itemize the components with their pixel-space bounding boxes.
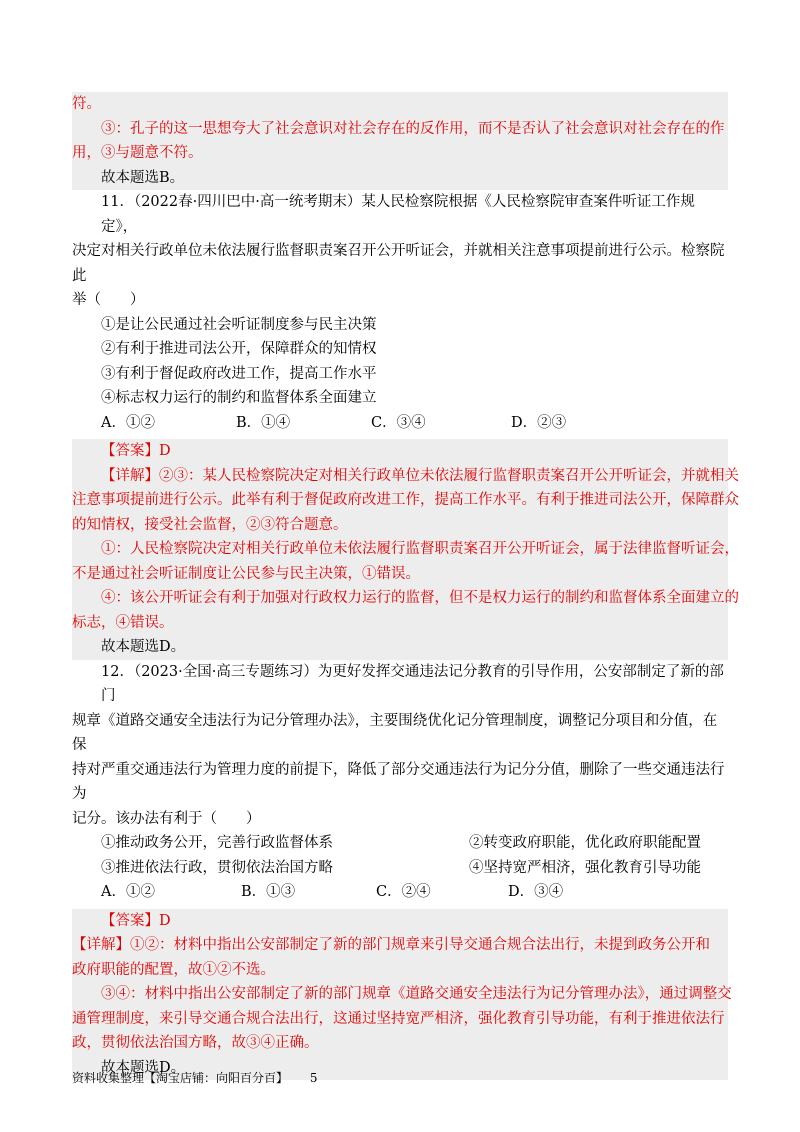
- choice-a: A．①②: [101, 414, 155, 431]
- statement-item: ①推动政务公开，完善行政监督体系: [101, 835, 333, 851]
- choice-a: A．①②: [101, 884, 155, 900]
- answer-block-12: [72, 909, 732, 1081]
- choice-options: [72, 411, 728, 436]
- page-footer: [72, 1069, 317, 1086]
- choice-b: B．①④: [236, 414, 291, 431]
- question-stem-line: 12．（2023·全国·高三专题练习）为更好发挥交通违法记分教育的引导作用，公安部制定了新的部门: [101, 663, 724, 704]
- analysis-conclusion: 故本题选D。: [101, 1059, 186, 1076]
- choice-d: D．②③: [511, 414, 567, 431]
- analysis-line: 政，贯彻依法治国方略，故③④正确。: [72, 1035, 319, 1051]
- page-number: 5: [309, 1071, 318, 1085]
- choice-c: C．②④: [376, 884, 431, 900]
- statement-item: ①是让公民通过社会听证制度参与民主决策: [101, 316, 377, 333]
- analysis-line: 不是通过社会听证制度让公民参与民主决策，①错误。: [72, 565, 420, 582]
- statement-row: [72, 856, 728, 881]
- document-page: [72, 92, 739, 1080]
- statement-item: ④标志权力运行的制约和监督体系全面建立: [101, 390, 377, 406]
- choice-b: B．①③: [241, 884, 296, 900]
- prev-answer-block: [72, 92, 728, 190]
- analysis-line: 用，③与题意不符。: [72, 145, 203, 161]
- analysis-line: 【详解】②③：某人民检察院决定对相关行政单位未依法履行监督职责案召开公开听证会，并就相关: [101, 467, 739, 484]
- question-11: [72, 190, 728, 435]
- analysis-line: 通管理制度，来引导交通合规合法出行，这通过坚持宽严相济，强化教育引导功能，有利于推进依法行: [72, 1010, 725, 1027]
- question-stem-line: 规章《道路交通安全违法行为记分管理办法》，主要围绕优化记分管理制度，调整记分项目和分值，在保: [72, 712, 718, 753]
- choice-options: [72, 880, 728, 905]
- question-12: [72, 660, 728, 905]
- analysis-line: 符。: [72, 96, 101, 112]
- statement-row: [72, 831, 728, 856]
- statement-item: ②转变政府职能，优化政府职能配置: [469, 835, 701, 851]
- question-stem-line: 举（ ）: [72, 292, 145, 308]
- analysis-line: ④：该公开听证会有利于加强对行政权力运行的监督，但不是权力运行的制约和监督体系全面建立的: [101, 590, 739, 606]
- statement-item: ③有利于督促政府改进工作，提高工作水平: [101, 365, 377, 382]
- statement-item: ③推进依法行政，贯彻依法治国方略: [101, 859, 333, 876]
- answer-label: 【答案】D: [101, 443, 171, 459]
- analysis-line: 注意事项提前进行公示。此举有利于督促政府改进工作，提高工作水平。有利于推进司法公开，保障群众: [72, 492, 739, 508]
- analysis-line: 的知情权，接受社会监督，②③符合题意。: [72, 516, 348, 533]
- question-stem-line: 记分。该办法有利于（ ）: [72, 810, 261, 827]
- analysis-line: ③：孔子的这一思想夸大了社会意识对社会存在的反作用，而不是否认了社会意识对社会存在的作: [101, 120, 725, 137]
- analysis-line: 标志，④错误。: [72, 614, 174, 631]
- analysis-line: 政府职能的配置，故①②不选。: [72, 961, 275, 978]
- statement-item: ②有利于推进司法公开，保障群众的知情权: [101, 341, 377, 357]
- choice-d: D．③④: [508, 884, 564, 900]
- analysis-conclusion: 故本题选D。: [101, 639, 186, 655]
- footer-text: 资料收集整理【淘宝店铺：向阳百分百】: [72, 1071, 289, 1085]
- question-stem-line: 决定对相关行政单位未依法履行监督职责案召开公开听证会，并就相关注意事项提前进行公示。检察院此: [72, 243, 725, 284]
- analysis-line: ③④：材料中指出公安部制定了新的部门规章《道路交通安全违法行为记分管理办法》，通过调整交: [101, 986, 732, 1002]
- analysis-line: 【详解】①②：材料中指出公安部制定了新的部门规章来引导交通合规合法出行，未提到政务公开和: [72, 937, 710, 953]
- question-stem-line: 11．（2022春·四川巴中·高一统考期末）某人民检察院根据《人民检察院审查案件听证工作规定》，: [101, 194, 695, 235]
- answer-label: 【答案】D: [101, 912, 171, 929]
- question-stem-line: 持对严重交通违法行为管理力度的前提下，降低了部分交通违法行为记分分值，删除了一些交通违法行为: [72, 761, 725, 802]
- choice-c: C．③④: [371, 414, 426, 431]
- analysis-conclusion: 故本题选B。: [101, 169, 185, 186]
- statement-item: ④坚持宽严相济，强化教育引导功能: [469, 859, 701, 876]
- analysis-line: ①：人民检察院决定对相关行政单位未依法履行监督职责案召开公开听证会，属于法律监督听证会，: [101, 541, 739, 557]
- answer-block-11: [72, 439, 739, 660]
